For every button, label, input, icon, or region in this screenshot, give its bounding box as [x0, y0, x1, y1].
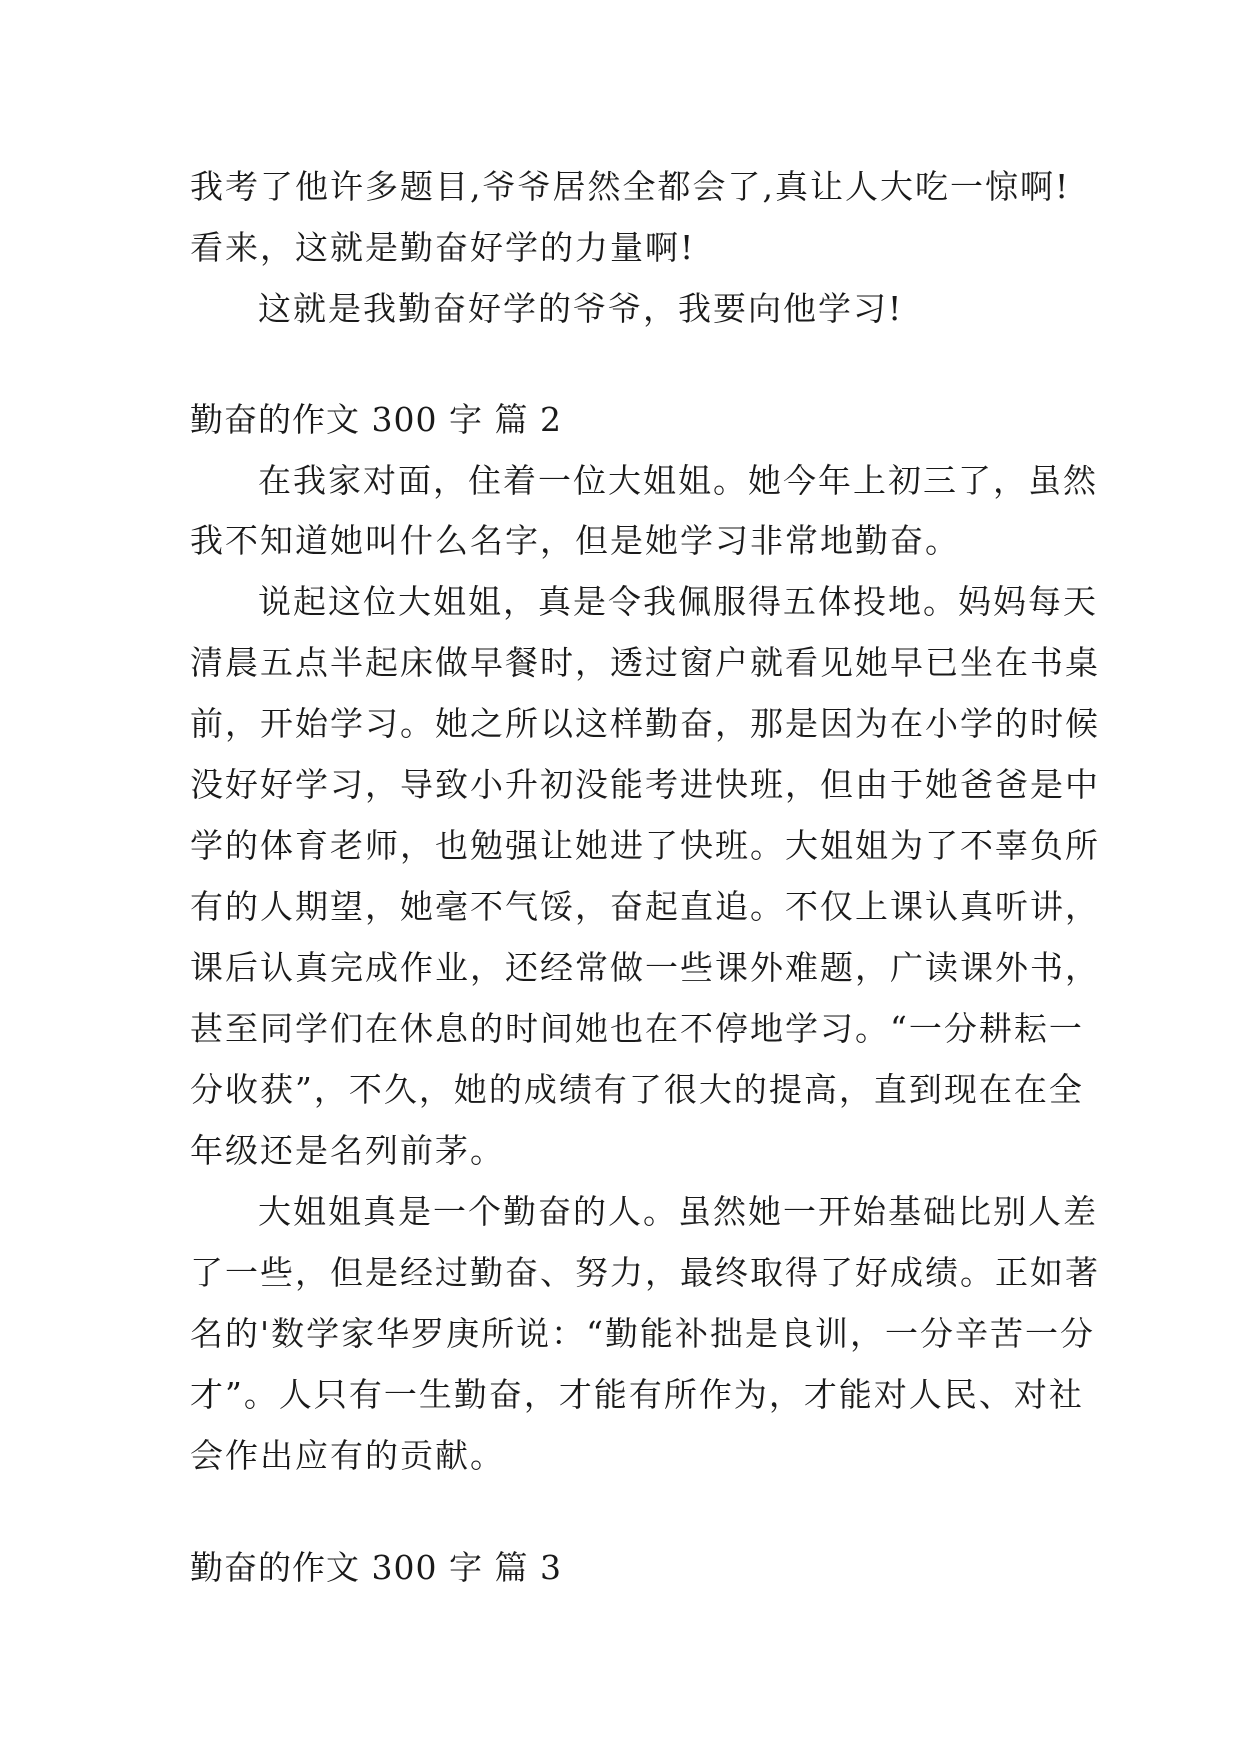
paragraph-line: 年级还是名列前茅。 — [190, 1131, 505, 1170]
paragraph-line: 会作出应有的贡献。 — [190, 1436, 505, 1475]
paragraph-line: 分收获”，不久，她的成绩有了很大的提高，直到现在在全 — [190, 1070, 1084, 1109]
paragraph-line: 了一些，但是经过勤奋、努力，最终取得了好成绩。正如著 — [190, 1253, 1100, 1292]
paragraph-line: 甚至同学们在休息的时间她也在不停地学习。“一分耕耘一 — [190, 1009, 1084, 1048]
section-heading: 勤奋的作文 300 字 篇 3 — [190, 1548, 562, 1587]
paragraph-line: 学的体育老师，也勉强让她进了快班。大姐姐为了不辜负所 — [190, 826, 1100, 865]
paragraph-line: 才”。人只有一生勤奋，才能有所作为，才能对人民、对社 — [190, 1375, 1084, 1414]
paragraph-line: 课后认真完成作业，还经常做一些课外难题，广读课外书， — [190, 948, 1100, 987]
paragraph-line: 清晨五点半起床做早餐时，透过窗户就看见她早已坐在书桌 — [190, 643, 1100, 682]
section-heading: 勤奋的作文 300 字 篇 2 — [190, 400, 562, 439]
paragraph-line: 大姐姐真是一个勤奋的人。虽然她一开始基础比别人差 — [258, 1192, 1098, 1231]
paragraph-line: 名的'数学家华罗庚所说：“勤能补拙是良训，一分辛苦一分 — [190, 1314, 1095, 1353]
paragraph-line: 看来，这就是勤奋好学的力量啊! — [190, 228, 696, 267]
paragraph-line: 有的人期望，她毫不气馁，奋起直追。不仅上课认真听讲， — [190, 887, 1100, 926]
paragraph-line: 说起这位大姐姐，真是令我佩服得五体投地。妈妈每天 — [258, 582, 1098, 621]
paragraph-line: 我不知道她叫什么名字，但是她学习非常地勤奋。 — [190, 521, 960, 560]
paragraph-line: 前，开始学习。她之所以这样勤奋，那是因为在小学的时候 — [190, 704, 1100, 743]
paragraph-line: 我考了他许多题目,爷爷居然全都会了,真让人大吃一惊啊! — [190, 167, 1071, 206]
paragraph-line: 没好好学习，导致小升初没能考进快班，但由于她爸爸是中 — [190, 765, 1100, 804]
paragraph-line: 在我家对面，住着一位大姐姐。她今年上初三了，虽然 — [258, 461, 1098, 500]
paragraph-line: 这就是我勤奋好学的爷爷，我要向他学习! — [258, 289, 904, 328]
